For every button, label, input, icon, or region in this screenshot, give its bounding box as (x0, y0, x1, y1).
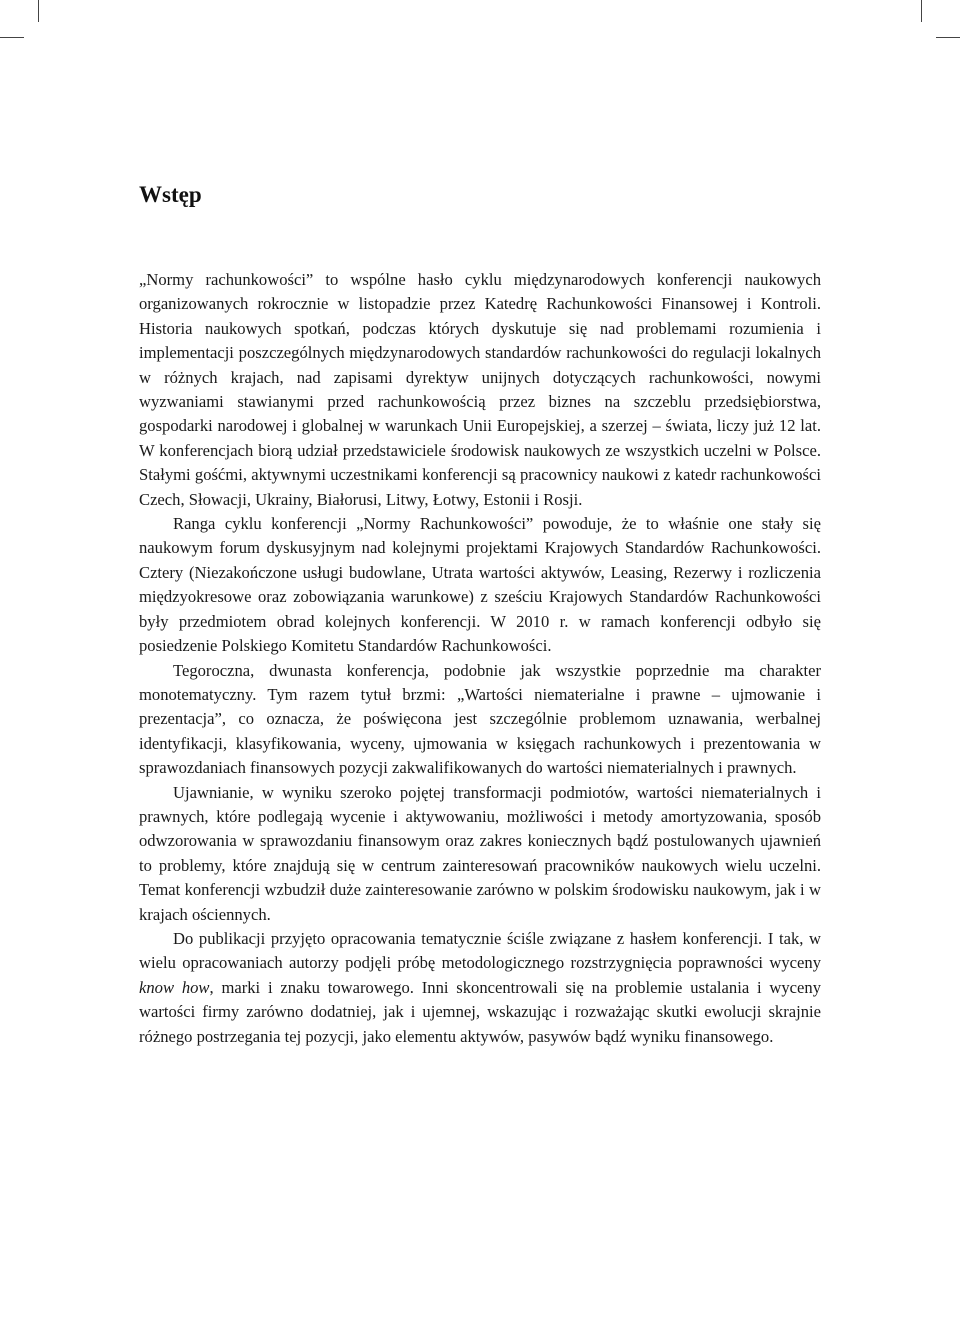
paragraph (139, 659, 821, 781)
crop-mark-top-right-vertical (921, 0, 922, 22)
text-run: „Normy rachunkowości” to wspólne hasło cyklu międzynarodowych konferencji naukowych organizowanych rokrocznie w listopadzie przez Katedrę Rachunkowości Finansowej i Kontroli. Historia naukowych spotkań, podczas których dyskutuje się nad problemami rozumienia i implementacji poszczególnych międzynarodowych standardów rachunkowości do regulacji lokalnych w różnych krajach, nad zapisami dyrektyw unijnych dotyczących rachunkowości, nowymi wyzwaniami stawianymi przed rachunkowością przez biznes na szczeblu przedsiębiorstwa, gospodarki narodowej i globalnej w warunkach Unii Europejskiej, a szerzej – świata, liczy już 12 lat. W konferencjach biorą udział przedstawiciele środowisk naukowych ze wszystkich uczelni w Polsce. Stałymi gośćmi, aktywnymi uczestnikami konferencji są pracownicy naukowi z katedr rachunkowości Czech, Słowacji, Ukrainy, Białorusi, Litwy, Łotwy, Estonii i Rosji. (139, 270, 821, 509)
paragraph (139, 781, 821, 927)
crop-mark-top-left-horizontal (0, 37, 24, 38)
text-run: Do publikacji przyjęto opracowania tematycznie ściśle związane z hasłem konferencji. I tak, w wielu opracowaniach autorzy podjęli próbę metodologicznego rozstrzygnięcia poprawności wyceny (139, 928, 821, 973)
text-run: Ranga cyklu konferencji „Normy Rachunkowości” powoduje, że to właśnie one stały się naukowym forum dyskusyjnym nad kolejnymi projektami Krajowych Standardów Rachunkowości. Cztery (Niezakończone usługi budowlane, Utrata wartości aktywów, Leasing, Rezerwy i rozliczenia międzyokresowe oraz zobowiązania warunkowe) z sześciu Krajowych Standardów Rachunkowości były przedmiotem obrad kolejnych konferencji. W 2010 r. w ramach konferencji odbyło się posiedzenie Polskiego Komitetu Standardów Rachunkowości. (139, 514, 821, 656)
italic-text-run: know how (139, 977, 210, 997)
page-title: Wstęp (139, 182, 202, 207)
body-text (139, 268, 821, 1049)
text-run: , marki i znaku towarowego. Inni skoncentrowali się na problemie ustalania i wyceny wartości firmy zarówno dodatniej, jak i ujemnej, wskazując i rozważając skutki ewolucji skrajnie różnego postrzegania tej pozycji, jako elementu aktywów, pasywów bądź wyniku finansowego. (139, 977, 821, 1046)
text-run: Tegoroczna, dwunasta konferencja, podobnie jak wszystkie poprzednie ma charakter monotematyczny. Tym razem tytuł brzmi: „Wartości niematerialne i prawne – ujmowanie i prezentacja”, co oznacza, że poświęcona jest szczególnie problemom uznawania, werbalnej identyfikacji, klasyfikowania, wyceny, ujmowania w księgach rachunkowych i prezentowania w sprawozdaniach finansowych pozycji zakwalifikowanych do wartości niematerialnych i prawnych. (139, 660, 821, 778)
text-run: Ujawnianie, w wyniku szeroko pojętej transformacji podmiotów, wartości niematerialnych i prawnych, które podlegają wycenie i aktywowaniu, możliwości i metody amortyzowania, sposób odwzorowania w sprawozdaniu finansowym oraz zakres koniecznych bądź postulowanych ujawnień to problemy, które znajdują się w centrum zainteresowań pracowników naukowych wielu uczelni. Temat konferencji wzbudził duże zainteresowanie zarówno w polskim środowisku naukowym, jak i w krajach ościennych. (139, 782, 821, 924)
paragraph (139, 927, 821, 1049)
crop-mark-top-right-horizontal (936, 37, 960, 38)
crop-mark-top-left-vertical (38, 0, 39, 22)
paragraph (139, 512, 821, 658)
paragraph (139, 268, 821, 512)
